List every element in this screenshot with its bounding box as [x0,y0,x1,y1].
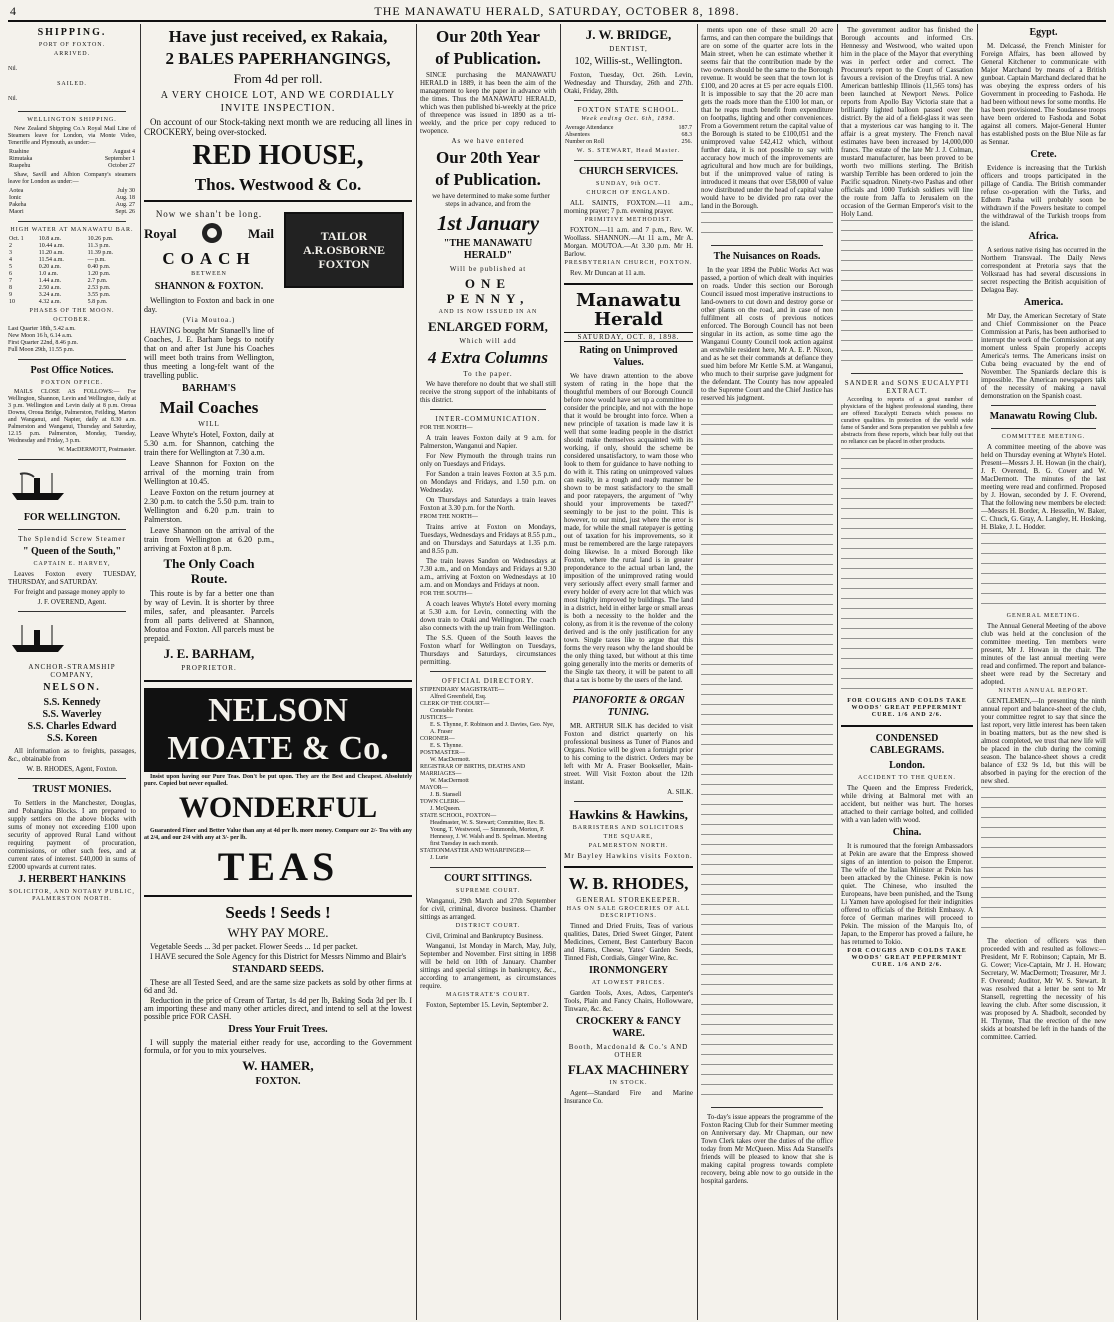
table-row: 6 1.0 a.m. 1.20 p.m. [9,271,111,277]
nz-shipping-table [8,149,136,170]
hawkins: Hawkins & Hawkins, [569,807,688,822]
high-water-heading: HIGH WATER AT MANAWATU BAR. [10,227,134,233]
wellington-shipping-heading: WELLINGTON SHIPPING. [27,117,117,123]
for-wellington-heading: FOR WELLINGTON. [23,512,121,523]
ironmongery: IRONMONGERY [588,965,669,976]
dress-trees: Dress Your Fruit Trees. [228,1024,328,1035]
shipping-heading: SHIPPING. [37,27,107,38]
steamship-icon [8,469,68,503]
table-row: 4 11.54 a.m. — p.m. [9,257,106,263]
table-row: 8 2.50 a.m. 2.53 p.m. [9,285,111,291]
supreme-text: Wanganui, 29th March and 27th September for civil, criminal, divorce business. Chamber sittings as arranged. [420,897,556,921]
tinned-text: Tinned and Dried Fruits, Teas of various qualities, Dates, Dried Sweet Ginger, Patent Medicines, Cement, Best Canterbury Bacon and Hams, Cheese, Yates' Garden Seeds, Tinned Fish, Cordials, Ginger Wine, &c. [564,922,693,962]
committee-text: A committee meeting of the above was held on Thursday evening at Whyte's Hotel. Present—Messrs J. H. Howan (in the chair), J. F. Overend, B. G. Cower and W. MacDermott. The minutes of the last meeting were read and confirmed. Proposed by J. Howan, seconded by J. F. Overend, That the following new members be elected:—Messrs H. Border, A. Hesselin, W. Baker, C. Chuck, G. Gray, A. Langley, H. Hosking, H. Blake, J. L. Hodder. [981,443,1106,531]
ninth-text: GENTLEMEN,—In presenting the ninth annual report and balance-sheet of the club, your committee regret to say that since the last report, very little interest has been taken in boating matters, but as the new shed is almost completed, we trust that new life will be placed in the club during the coming season. The balance-sheet shows a credit balance of £32 9s 1d, but this will be absorbed in paying for the erection of the new shed. [981,697,1106,785]
nelson-heading: NELSON. [43,682,101,693]
coach-time: Leave Shannon for Foxton on the arrival of the morning train from Wellington at 10.45. [144,459,274,486]
bayley-hawkins: Mr Bayley Hawkins visits Foxton. [564,852,693,860]
barhams: BARHAM'S [182,383,236,394]
ship-name: S.S. Kennedy [43,697,101,708]
nelson-moate-logo: NELSON MOATE & Co. [144,688,412,772]
america: America. [1023,297,1064,308]
table-row: 3 11.20 a.m. 11.39 p.m. [9,250,114,256]
column-7 [981,24,1106,1320]
the-square: THE SQUARE, [603,834,654,840]
table-row: Number on Roll 256. [565,139,692,145]
mails-text: MAILS CLOSE AS FOLLOWS:— For Wellington, Shannon, Levin and Wellington, daily at 3 p.m. Wellington and Levin daily at 8 p.m. Oroua Downs, Oroua Bridge, Palmerston, Feilding, Marton and Wanganui, and Napier, daily at 8.30 a.m. Palmerston and Wanganui, Thursday and Saturday, 12.15 p.m. Palmerston, Monday, Tuesday, Wednesday and Friday, 3 p.m. [8,389,136,444]
directory-value: J. McQueen. [430,806,461,812]
crete-text: Evidence is increasing that the Turkish officers and troops participated in the pillage of Candia. The British commander refuse co-operation with the Turks, and Edhem Pasha will probably soon be withdrawn if the Powers hesitate to compel the withdrawal of the Turkish troops from the island. [981,164,1106,228]
newspaper-title: THE MANAWATU HERALD, SATURDAY, OCTOBER 8, 1898. [374,4,740,18]
captain-name: CAPTAIN E. HARVEY, [33,561,111,567]
having-text: HAVING bought Mr Stanaell's line of Coaches, J. E. Barham begs to notify that on and after 1st June his Coaches will meet both trains from Wellington, thus meeting a long-felt want of the travelling public. [144,326,274,380]
table-row: Rimutaka September 1 [9,156,135,162]
coach-time: Leave Whyte's Hotel, Foxton, daily at 5.30 a.m. for Shannon, catching the train there for Wellington at 7.30 a.m. [144,430,274,457]
school-heading: FOXTON STATE SCHOOL. [577,106,680,114]
column-2 [144,24,412,1320]
court-sittings: COURT SITTINGS. [444,873,532,884]
choice-line: A VERY CHOICE LOT, AND WE CORDIALLY INVITE INSPECTION. [160,90,396,114]
and-is-now: AND IS NOW ISSUED IN AN [438,309,538,315]
north-text: A train leaves Foxton daily at 9 a.m. for Palmerston, Wanganui and Napier. [420,434,556,450]
queen-text: The S.S. Queen of the South leaves the Foxton wharf for Wellington on Tuesdays, Thursdays and Saturdays, circumstances permitting. [420,634,556,666]
price-line: From 4d per roll. [233,71,323,86]
queen-of-south: " Queen of the South," [22,546,122,557]
port-heading: PORT OF FOXTON. [38,42,106,48]
now-text: Now we shan't be long. [155,209,263,219]
ship-name: S.S. Waverley [42,709,102,720]
steamship-icon [8,621,68,655]
ship-name: S.S. Koreen [46,733,98,744]
table-row: Maori Sept. 26 [9,209,135,215]
column-5 [701,24,833,1320]
directory-value: Alfred Greenfield, Esq. [430,694,487,700]
table-row: Ruahine August 4 [9,149,135,155]
silk-signature: A. SILK. [667,788,693,796]
info-text: All information as to freights, passages, &c., obtainable from [8,747,136,763]
table-row: Oct. 1 10.8 a.m. 10.26 p.m. [9,236,114,242]
page-number: 4 [10,4,17,18]
moon-row: First Quarter 22nd, 8.46 p.m. [8,340,78,346]
crete: Crete. [1030,149,1057,160]
south-text: A coach leaves Whyte's Hotel every morning at 5.30 a.m. for Levin, connecting with the down train to Otaki and Wellington. The coach also connects with the up train from Wellington. [420,600,556,632]
wanganui-text: Wanganui, 1st Monday in March, May, July, September and November. First sitting in 1898 will be held on 10th of January. Chamber sittings and special sittings in bankruptcy, &c., according to arrangement, as circumstances require. [420,942,556,990]
trust-text: To Settlers in the Manchester, Douglas, and Pohangina Blocks. I am prepared to supply settlers on the above blocks with sums of money not exceeding £100 upon security of approved Rural Land without requiring payment of procuration, commissions, or other such fees, and at current rates of interest. £40,000 in sums of £2000 upwards at current rates. [8,799,136,871]
wonderful-sub: Guaranteed Finer and Better Value than any at 4d per lb. more money. Compare our 2/- Tea with any at 2/4, and our 2/4 with any at 3/- per lb. [144,828,412,841]
hankins-name: J. HERBERT HANKINS [18,874,126,885]
condensed-cablegrams: CONDENSED CABLEGRAMS. [869,733,945,756]
therefore-text: We have therefore no doubt that we shall still receive the strong support of the inhabitants of this district. [420,380,556,404]
dentist-address: 102, Willis-st., Wellington. [574,56,683,67]
table-row: Pakeha Aug. 27 [9,202,135,208]
since-text: SINCE purchasing the MANAWATU HERALD in 1889, it has been the aim of the management to keep the paper in advance with the times. Thus the MANAWATU HERALD, which was then published bi-weekly at the price of threepence was issued in 1890 as a tri-weekly, and the price per copy reduced to twopence. [420,71,556,135]
to-the-paper: To the paper. [463,370,513,378]
pianoforte-heading: PIANOFORTE & ORGAN TUNING. [572,695,685,718]
will-be-published: Will be published at [449,265,527,273]
school-table [564,125,693,146]
rating-article: We have drawn attention to the above system of rating in the hope that the thoughtful members of our Borough Council before now would have set up a committee to consider the principle, and not with the hope that it would be brought into force. When a new principle of taxation is made law it is well that some leading people in the district should make themselves acquainted with its working, if only, should the scheme be considered unsatisfactory, to warn those who look to them for guidance to have nothing to do with it. This rating on unimproved values can easily, in a rough and ready manner be shown to be most satisfactory to the small and poor ratepayers, the argument of "why should your improvements be taxed?" seemingly to be just to the point. This is however, to our mind, just where the error is made, for while the small ratepayer is getting out of taxation for his improvements, so it must be remembered are the large ratepayers doing likewise. In a mixed Borough like Foxton, where the rural land is in greater preponderance to the actual urban land, the imposition of the unimproved rating would very seriously affect every small farmer and every holder of every acre lot that which was most highly improved by buildings. The land in a district, held in either large or small areas is both a necessity to the holder and the colony, as from it is the revenue of the colony derived and is the only justification for any town. Single taxes like to argue that this forms the very reason why the land should be the only thing taxed, but without at this time going generally into the merits or demerits of the Single tax theory, it will be patent to all that a tax is borne by the users of the land. [564,372,693,684]
standard-seeds: STANDARD SEEDS. [232,964,324,975]
america-text: Mr Day, the American Secretary of State and Chief Commissioner on the Peace Commission at Paris, has been authorised to interrupt the work of the Commission at any moment unless Spain properly accepts America's terms. The Americans insist on Cuba being evacuated by the end of November. The Spaniards declare this is impossible. The American newspapers talk of the necessity of making a naval demonstration on the Spanish coast. [981,312,1106,400]
directory-value: Constable Forster. [430,708,474,714]
sailed-value: Nil. [8,96,18,102]
rating-continued: ments upon one of these small 20 acre farms, and can then compare the buildings that are on some of the quarter acre lots in the Main street, when he can estimate whether it seems fair that the contribution made by the two owners should be the same to the Borough revenue. It would be seen that the town lot is £100, and 20 acres at £5 per acre equals £100. It is impossible to say that the 20 acre man gets the roads more than the £100 lot man, or that he reaps much benefit from expenditure on footpaths, lighting and other conveniences. From a Government return the capital value of the Borough is stated to be £100,051 and the unimproved value £42,412 which, without further data, it is not possible to say with accuracy how much of the improvements are agricultural and how much are for buildings, but if the unimproved value of rating is introduced it means that over £58,000 of value now distributed under the head of capital value would have to be divided pro rata over the land in the Borough. [701,26,833,210]
splendid-steamer: The Splendid Screw Steamer [18,535,126,543]
received-headline: Have just received, ex Rakaia, [168,27,388,46]
arrived-value: Nil. [8,66,18,72]
ship-name: S.S. Charles Edward [27,721,117,732]
garden-text: Garden Tools, Axes, Adzes, Carpenter's Tools, Plain and Fancy Chairs, Hollowware, Tinware, &c. &c. [564,989,693,1013]
shannon-foxton: SHANNON & FOXTON. [154,281,264,292]
nuisances-heading: The Nuisances on Roads. [713,251,821,262]
coach-text: COACH [162,249,256,268]
shaw-shipping-table [8,188,136,216]
week-ending: Week ending Oct. 6th, 1898. [581,116,676,122]
moon-row: Full Moon 29th, 11.55 p.m. [8,347,75,353]
directory-value: E. S. Thynne, F. Robinson and J. Davies, Geo. Nye, A. Fraser [430,722,555,735]
reduction-text: Reduction in the price of Cream of Tartar, 1s 4d per lb, Baking Soda 3d per lb. I am importing these and many other articles direct, and intend to sell at the lowest possible price FOR CASH. [144,996,412,1021]
africa-text: A serious native rising has occurred in the Northern Transvaal. The Daily News correspondent at Pretoria says that the Volksraad has had several discussions in secret respecting the British acquisition of Delagoa Bay. [981,246,1106,294]
directory-label: TOWN CLERK— [420,799,466,805]
only-text: This route is by far a better one than by way of Levin. It is shorter by three miles, safer, and pleasanter. Parcels from all parts delivered at Shannon, Moutoa and Foxton. All parcels must be prepaid. [144,589,274,643]
church-of-england: CHURCH OF ENGLAND. [586,190,671,196]
presbyterian: PRESBYTERIAN CHURCH, FOXTON. [564,260,693,266]
hamer: W. HAMER, [242,1058,314,1073]
mail-coaches: Mail Coaches [159,398,259,417]
bridge-name: J. W. BRIDGE, [585,27,672,42]
tailor-logo: TAILOR A.R.OSBORNE FOXTON [284,212,404,288]
of-publication-2: of Publication. [435,170,541,189]
nelson-sub: Insist upon having our Pure Teas. Don't be put upon. They are the Best and Cheapest. Absolutely pure. Copied but never equalled. [144,774,412,787]
lowest-prices: AT LOWEST PRICES. [591,980,666,986]
first-january: 1st January [436,211,540,235]
woods-cure: FOR COUGHS AND COLDS TAKE WOODS' GREAT PEPPERMINT CURE. 1/6 AND 2/6. [847,698,967,718]
directory-label: JUSTICES— [420,715,453,721]
westwood: Thos. Westwood & Co. [194,175,362,194]
magistrates-court: MAGISTRATE'S COURT. [446,992,530,998]
london: London. [889,760,925,771]
dress-text: I will supply the material either ready for use, according to the Government formula, or for you to mix yourselves. [144,1038,412,1055]
sander-heading: SANDER and SONS EUCALYPTI EXTRACT. [844,379,970,395]
moon-month: OCTOBER. [53,317,91,323]
directory-value: W. MacDermott. [430,757,471,763]
veg-seeds: Vegetable Seeds ... 3d per packet. Flower Seeds ... 1d per packet. [150,942,358,951]
woods-cure-2: FOR COUGHS AND COLDS TAKE WOODS' GREAT PEPPERMINT CURE. 1/6 AND 2/6. [847,948,967,968]
column-6 [841,24,973,1320]
directory-value: J. B. Stansell [430,792,462,798]
masthead [8,4,1106,22]
barham-name: J. E. BARHAM, [163,646,255,661]
africa: Africa. [1028,231,1059,242]
official-directory: OFFICIAL DIRECTORY. [441,677,535,685]
stocktaking-text: On account of our Stock-taking next month we are reducing all lines in CROCKERY, being over-stocked. [144,117,412,137]
sandon-leaves: The train leaves Sandon on Wednesdays at 7.30 a.m., and on Mondays and Fridays at 9.30 a.m., arriving at Foxton on Wednesdays at 10 a.m. and on Mondays and Fridays at noon. [420,557,556,589]
local-news: To-day's issue appears the programme of the Foxton Racing Club for their Summer meeting on Anniversary day. Mr Chapman, our new Town Clerk takes over the duties of the office today from Mr McQueen. Miss Ada Stansell's friends will be pleased to know that she is making capital progress towards complete recovery, being able now to go outside in the hospital gardens. [701,1113,833,1185]
moon-heading: PHASES OF THE MOON. [29,308,115,314]
table-row: Ionic Aug. 18 [9,195,135,201]
moon-row: New Moon 16 h, 6.14 a.m. [8,333,73,339]
bales-headline: 2 BALES PAPERHANGINGS, [165,49,391,68]
primitive-text: FOXTON.—11 a.m. and 7 p.m., Rev. W. Woollass. SHANNON.—At 11 a.m., Mr A. Morgan. MOUTOA.—At 3.30 p.m. Mr H. Barlow. [564,226,693,258]
table-row: Aotea July 30 [9,188,135,194]
head-master: W. S. STEWART, Head Master. [576,148,681,154]
column-rule [977,24,978,1320]
coach-time: Leave Foxton on the return journey at 2.30 p.m. to catch the 5.50 p.m. train to Wellington and 6.20 p.m. train to Palmerston. [144,488,274,524]
table-row: 10 4.32 a.m. 5.8 p.m. [9,299,108,305]
district-text: Civil, Criminal and Bankruptcy Business. [426,932,544,940]
committee-meeting: COMMITTEE MEETING. [1001,434,1086,440]
table-row: Absentees 68.3 [565,132,692,138]
via-text: (Via Moutoa.) [182,316,236,324]
anchor-company: ANCHOR-STRAMSHIP COMPANY, [28,663,116,679]
china: China. [892,827,922,838]
only-coach: The Only Coach Route. [163,556,255,586]
column-1 [8,24,136,1320]
nuisances-text: In the year 1894 the Public Works Act was passed, a portion of which dealt with inquiries on roads. Under this section our Borough Council issued most imperative instructions to land-owners to cut down and destroy gorse or other plants on the road, and in case of non fulfilment all costs of previous notices enforced. The Borough Council has not been singular in its action, as some time ago the Wanganui County Council took action against an erstwhile resident here, Mr A. E. P. Nixon, and as he set their commands at defiance they sued him before Mr Kettle S.M. at Wanganui, who much to their surprise gave judgment for the defendant. The County has now appealed to the Supreme Court and the Chief Justice has reserved his judgment. [701,266,833,402]
foxton-sign: FOXTON. [255,1076,301,1087]
column-rule [416,24,417,1320]
proprietor: PROPRIETOR. [181,664,237,672]
table-row: Ruapehu October 27 [9,163,135,169]
church-heading: CHURCH SERVICES. [578,166,679,177]
moon-row: Last Quarter 18th, 5.42 a.m. [8,326,76,332]
barristers: BARRISTERS AND SOLICITORS [572,825,685,831]
directory-value: W. MacDermott [430,778,469,784]
arrived-heading: ARRIVED. [53,51,91,57]
dentist: DENTIST, [609,45,648,53]
column-4 [564,24,693,1320]
tide-table [8,236,136,306]
column-rule [560,24,561,1320]
determined-text: we have determined to make some further steps in advance, and from the [432,192,550,208]
from-north: FROM THE NORTH— [420,514,478,520]
herald-nameplate: Manawatu Herald [576,290,681,330]
column-rule [837,24,838,1320]
sandon: For Sandon a train leaves Foxton at 3.5 p.m. on Mondays and Fridays, and 1.50 p.m. on Wednesday. [420,470,556,494]
table-row: 9 3.24 a.m. 3.55 p.m. [9,292,111,298]
seeds: Seeds ! Seeds ! [225,903,331,922]
directory-value: E. S. Thynne. [430,743,463,749]
table-row: 7 1.44 a.m. 2.7 p.m. [9,278,108,284]
sunday-date: SUNDAY, 9th OCT. [596,181,661,187]
news-items: The government auditor has finished the Borough accounts and informed Crs. Hennessy and Westwood, who waited upon him in the place of the Mayor that everything was in perfect order and correct. The Procureur's report to the Court of Cassation favours a revision of the Dreyfus trial. A new American battleship Illinois (11,565 tons) has been launched at Newport News. Police reports from Apollo Bay Victoria state that a brilliantly lighted balloon passed over the district. By the aid of a field-glass it was seen that a mysterious car was hanging to it. The affair is a great mystery. The French naval estimates have been increased by 14,000,000 francs. The estate of the late Mr J. J. Colman, mustard manufacturer, has been proved to be worth two millions sterling. The British warship Terrible has been ordered to join the Pacific squadron. Ninety-two Pashas and other officials and 1000 Turkish soldiers will line the route from Jaffa to Jerusalem on the occasion of the German Emperor's visit to the Holy Land. [841,26,973,218]
for-south: FOR THE SOUTH— [420,591,473,597]
nz-shipping-text: New Zealand Shipping Co.'s Royal Mail Line of Steamers leave for London, via Monte Video, Teneriffe and Plymouth, as under:— [8,126,136,146]
agent-overend: J. F. OVEREND, Agent. [37,598,107,606]
egypt: Egypt. [1029,27,1058,38]
election-text: The election of officers was then proceeded with and resulted as follows:— President, Mr F. Robinson; Captain, Mr B. G. Cower; Vice-Captain, Mr J. H. Howan; Secretary, W. MacDermott; Treasurer, Mr J. F. Overend; Auditor, Mr W. S. Stewart. It was resolved that a letter be sent to Mr Stansell, regretting the necessity of his leaving the club. After some discussion, it was proposed by A. Shadbolt, seconded by H. Thynne, That the erection of the new skids at boatshed be left in the hands of the committee. Carried. [981,937,1106,1041]
post-office-heading: Post Office Notices. [30,365,114,376]
agent-text: Agent—Standard Fire and Marine Insurance Co. [564,1089,693,1105]
bridge-text: Foxton, Tuesday, Oct. 26th. Levin, Wednesday and Thursday, 26th and 27th. Otaki, Friday, 28th. [564,71,693,95]
mail-text: Mail [248,225,274,241]
booth: Booth, Macdonald & Co.'s AND OTHER [568,1043,689,1059]
in-stock: IN STOCK. [609,1080,648,1086]
trust-monies-heading: TRUST MONIES. [32,784,112,795]
directory-label: STIPENDIARY MAGISTRATE— [420,687,505,693]
as-entered: As we have entered [451,137,525,145]
column-rule [697,24,698,1320]
column-rule [140,24,141,1320]
intercomm-heading: INTER-COMMUNICATION. [435,415,541,423]
directory-label: CORONER— [420,736,455,742]
teas: TEAS [217,844,339,889]
leaves-text: Leaves Foxton every TUESDAY, THURSDAY, and SATURDAY. [8,570,136,586]
all-saints: ALL SAINTS, FOXTON.—11 a.m., morning prayer; 7 p.m. evening prayer. [564,199,693,215]
general-text: The Annual General Meeting of the above club was held at the conclusion of the committee meeting. Ten members were present, Mr J. Howan in the chair. The minutes of the last annual meeting were read and confirmed. The report and balance-sheet were read by the Secretary and adopted. [981,622,1106,686]
why-pay-more: WHY PAY MORE. [227,925,329,940]
extra-columns: 4 Extra Columns [428,348,548,367]
between-text: BETWEEN [191,271,227,277]
directory-label: CLERK OF THE COURT— [420,701,490,707]
coach-route: Wellington to Foxton and back in one day. [144,296,274,314]
for-north: FOR THE NORTH— [420,425,473,431]
directory-value: Headmaster, W. S. Stewart; Committee, Rev. B. Young, T. Westwood, — Simmonds, Morton, P. Hennessy, J. W. Walsh and B. Spelman. Meeting first Tuesday in each month. [430,820,547,847]
primitive: PRIMITIVE METHODIST. [584,217,673,223]
one-penny: ONE PENNY, [446,276,530,306]
have-secured: I HAVE secured the Sole Agency for this District for Messrs Nimmo and Blair's [150,952,407,961]
new-plymouth: For New Plymouth the through trains run only on Tuesdays and Fridays. [420,452,556,468]
crockery: CROCKERY & FANCY WARE. [575,1016,682,1039]
herald-name: "THE MANAWATU HERALD" [443,238,533,261]
rhodes: W. B. RHODES, [568,874,689,893]
shaw-shipping-text: Shaw, Savill and Albion Company's steamers leave for London as under:— [8,172,136,185]
district-court: DISTRICT COURT. [455,923,521,929]
edition-date: SATURDAY, OCT. 8, 1898. [564,332,693,342]
table-row: 5 0.20 a.m. 0.40 p.m. [9,264,111,270]
magistrate-text: Foxton, September 15. Levin, September 2. [426,1001,549,1009]
crest-icon [194,220,230,246]
hankins-sub: SOLICITOR, AND NOTARY PUBLIC, PALMERSTON NORTH. [9,889,135,902]
column-3 [420,24,556,1320]
wonderful: WONDERFUL [178,791,378,824]
directory-value: J. Lurie [430,855,449,861]
flax-machinery: FLAX MACHINERY [567,1062,690,1077]
table-row: Average Attendance 187.7 [565,125,692,131]
our-20th-year: Our 20th Year [436,27,540,46]
table-row: 2 10.44 a.m. 11.3 p.m. [9,243,111,249]
presby-text: Rev. Mr Duncan at 11 a.m. [570,269,646,277]
royal-text: Royal [144,225,177,241]
freight-text: For freight and passage money apply to [14,588,125,596]
supreme-court: SUPREME COURT. [455,888,521,894]
which-will-add: Which will add [459,337,517,345]
our-20th-year-2: Our 20th Year [436,148,540,167]
china-text: It is rumoured that the foreign Ambassadors at Pekin are aware that the Empress showed signs of an intention to poison the Emperor. The wife of the Italian Minister at Pekin has been attacked by the Chinese. Pekin is now quiet. The Chinese, who insulted the Europeans, have been punished, and the Tsung Li Yamen have apologised for their indignities offered to officials of the British Embassy. A force of German marines will proceed to Pekin. The mission of the Marquis Ito, of Japan, to the Emperor has proved a failure, he has returned to Tokio. [841,842,973,946]
postmaster: W. MacDERMOTT, Postmaster. [58,447,136,453]
egypt-text: M. Delcassé, the French Minister for Foreign Affairs, has been allowed by General Kitchener to communicate with Major Marchand by means of a British gunboat. Captain Marchand declared that he was obeying the express orders of his Government in proceeding to Fashoda. He had been without news for some months. He has been provisioned. The Soudanese troops have been ordered to Fashoda and Sobat against all comers. Major-General Hunter has established posts on the Blue Nile as far as Sennar. [981,42,1106,146]
of-publication: of Publication. [435,49,541,68]
sailed-heading: SAILED. [57,81,87,87]
tested-text: These are all Tested Seed, and are the same size packets as sold by other firms at 6d and 3d. [144,978,412,995]
enlarged-form: ENLARGED FORM, [428,319,548,334]
agent-rhodes: W. B. RHODES, Agent, Foxton. [26,765,118,773]
directory-label: POSTMASTER— [420,750,466,756]
red-house: RED HOUSE, [192,140,364,171]
accident-text: The Queen and the Empress Frederick, while driving at Balmoral met with an accident, but neither was hurt. The horses attached to their carriage bolted, and collided with a van laden with wood. [841,784,973,824]
ninth-report: NINTH ANNUAL REPORT. [998,688,1089,694]
directory-label: STATE SCHOOL, FOXTON— [420,813,497,819]
storekeeper: GENERAL STOREKEEPER. [576,896,681,904]
coach-time: Leave Shannon on the arrival of the train from Wellington at 6.20 p.m., arriving at Foxton at 8 p.m. [144,526,274,553]
rating-heading: Rating on Unimproved Values. [579,345,678,368]
foxton-office: FOXTON OFFICE. [41,380,103,386]
from-north-text: Trains arrive at Foxton on Mondays, Tuesdays, Wednesdays and Fridays at 8.55 p.m., and on Thursdays and Saturdays at 1.35 p.m. and 8.55 p.m. [420,523,556,555]
directory-label: REGISTRAR OF BIRTHS, DEATHS AND MARRIAGES— [420,764,526,777]
silk-text: MR. ARTHUR SILK has decided to visit Foxton and district quarterly on his professional business as Tuner of Pianos and Organs. Notice will be given a fortnight prior to his coming to the district. Orders may be left with Mr A. Fraser Bookseller, Main-street. Will Visit Foxton about the 12th instant. [564,722,693,786]
accident-heading: ACCIDENT TO THE QUEEN. [858,775,956,781]
directory-label: MAYOR— [420,785,448,791]
directory-label: STATIONMASTER AND WHARFINGER— [420,848,531,854]
will-text: WILL [198,420,220,428]
palmerston-north: PALMERSTON NORTH. [588,843,669,849]
groceries: HAS ON SALE GROCERIES OF ALL DESCRIPTIONS. [566,906,691,919]
sander-text: According to reports of a great number of physicians of the highest professional standing, there are offered Eucalypti Extracts which possess no curative qualities. In protection of the world wide fame of Sander and Sons preparation we publish a few abstracts from these reports, which bear fully out that no reliance can be placed in other products. [841,397,973,445]
thursdays: On Thursdays and Saturdays a train leaves Foxton at 3.30 p.m. for the North. [420,496,556,512]
general-meeting: GENERAL MEETING. [1006,613,1081,619]
rowing-club: Manawatu Rowing Club. [989,411,1098,422]
